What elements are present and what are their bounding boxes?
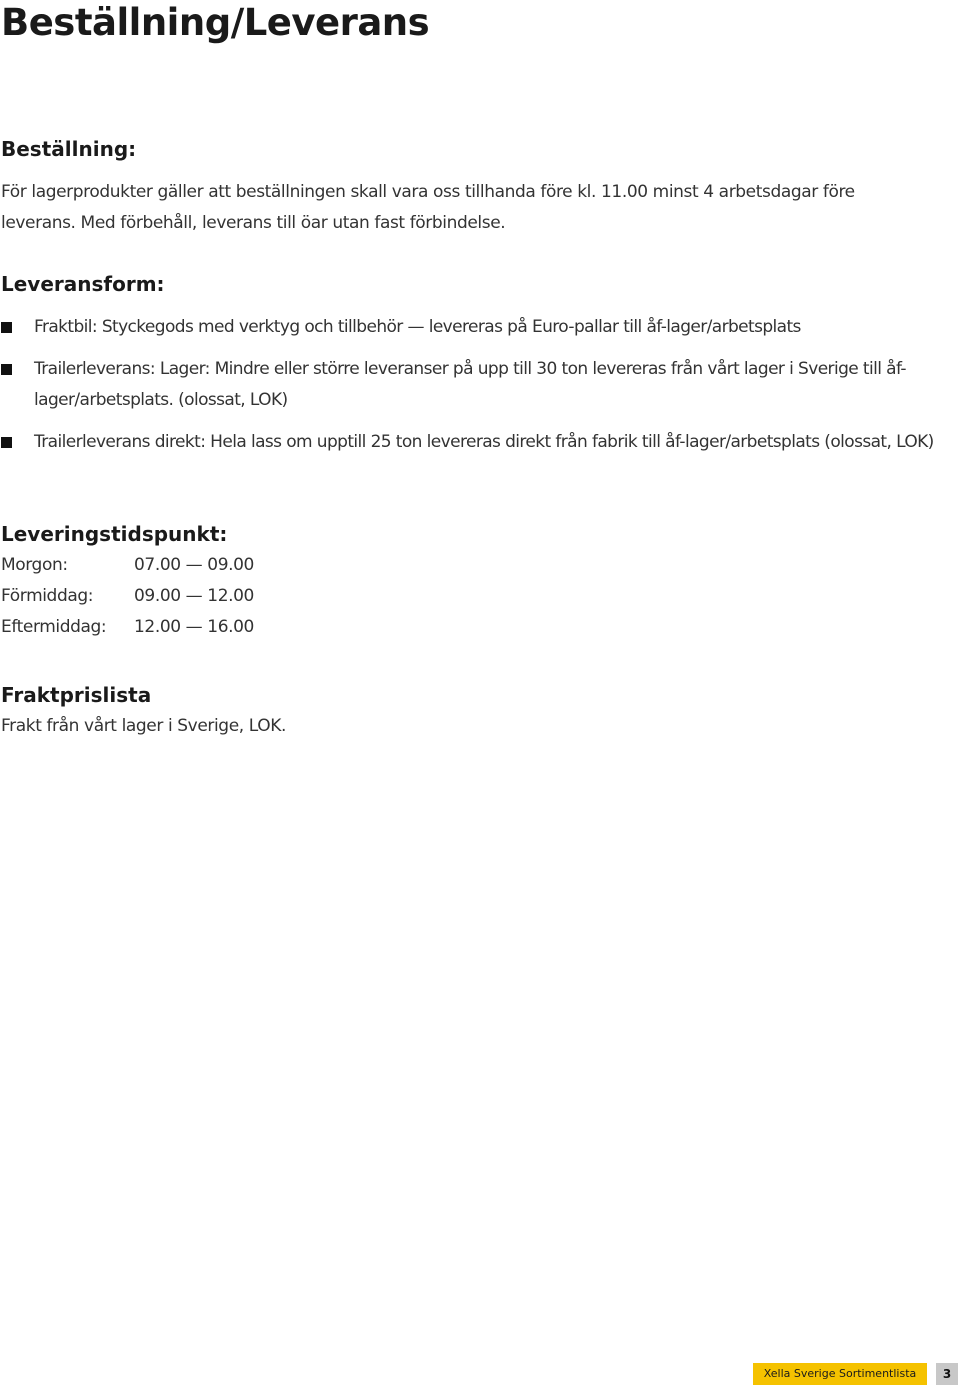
delivery-time-label: Morgon: — [1, 555, 68, 575]
delivery-form-item — [1, 312, 936, 343]
square-bullet-icon — [1, 322, 12, 333]
delivery-time-value: 09.00 — 12.00 — [134, 586, 254, 606]
delivery-time-label: Förmiddag: — [1, 586, 94, 606]
delivery-form-item-text: Trailerleverans direkt: Hela lass om upptill 25 ton levereras direkt från fabrik till åf-lager/arbetsplats (olossat, LOK) — [34, 432, 934, 452]
page-title: Beställning/Leverans — [1, 1, 430, 44]
order-text: För lagerprodukter gäller att beställningen skall vara oss tillhanda före kl. 11.00 minst 4 arbetsdagar före leverans. Med förbehåll, leverans till öar utan fast förbindelse. — [1, 182, 855, 233]
square-bullet-icon — [1, 364, 12, 375]
delivery-time-value: 12.00 — 16.00 — [134, 617, 254, 637]
freight-heading: Fraktprislista — [1, 683, 152, 707]
delivery-form-item-text: Fraktbil: Styckegods med verktyg och tillbehör — levereras på Euro-pallar till åf-lager/arbetsplats — [34, 317, 801, 337]
delivery-form-heading: Leveransform: — [1, 272, 165, 296]
delivery-form-item — [1, 354, 936, 416]
page-number: 3 — [936, 1363, 958, 1385]
square-bullet-icon — [1, 437, 12, 448]
delivery-form-item — [1, 427, 936, 458]
delivery-time-label: Eftermiddag: — [1, 617, 107, 637]
delivery-form-item-text: Trailerleverans: Lager: Mindre eller större leveranser på upp till 30 ton levereras från vårt lager i Sverige till åf-lager/arbetsplats. (olossat, LOK) — [34, 359, 906, 410]
freight-text: Frakt från vårt lager i Sverige, LOK. — [1, 716, 286, 736]
delivery-time-heading: Leveringstidspunkt: — [1, 522, 228, 546]
delivery-time-value: 07.00 — 09.00 — [134, 555, 254, 575]
order-heading: Beställning: — [1, 137, 137, 161]
footer-label: Xella Sverige Sortimentlista — [753, 1363, 927, 1385]
